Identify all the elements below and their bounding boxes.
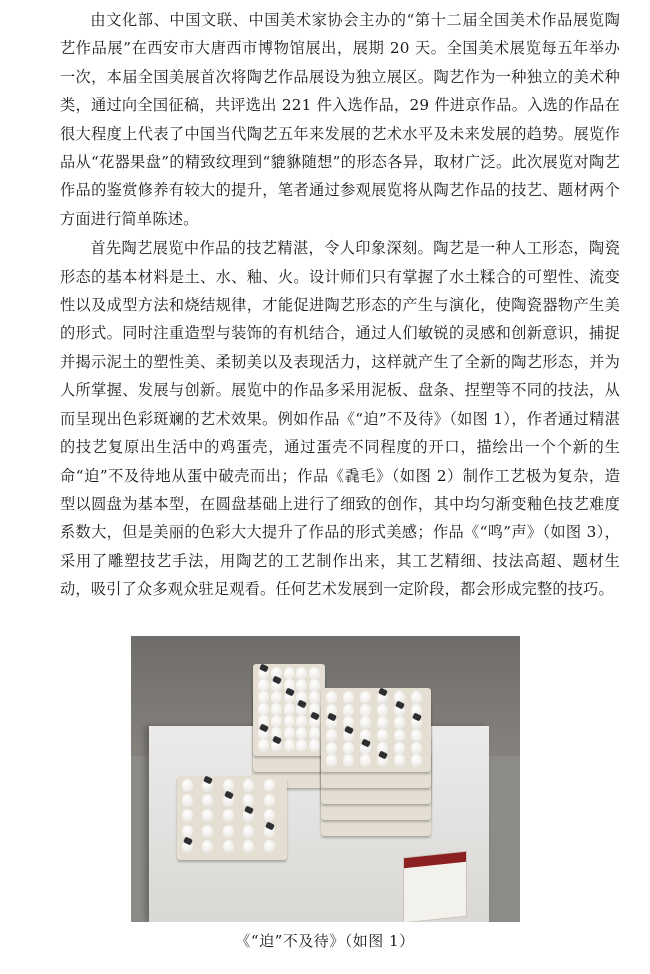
- ceramic-egg: [411, 742, 422, 755]
- ceramic-egg: [182, 825, 193, 838]
- ceramic-egg: [182, 794, 193, 807]
- article-body: [60, 6, 620, 604]
- ceramic-egg: [264, 840, 275, 853]
- ceramic-egg: [326, 754, 337, 767]
- ceramic-egg: [360, 754, 371, 767]
- ceramic-egg: [182, 779, 193, 792]
- ceramic-egg: [343, 691, 354, 704]
- ceramic-egg: [284, 739, 295, 752]
- exhibit-label-plaque: [403, 851, 467, 922]
- ceramic-egg: [258, 739, 269, 752]
- ceramic-egg: [343, 704, 354, 717]
- ceramic-egg: [326, 729, 337, 742]
- ceramic-egg: [223, 779, 234, 792]
- ceramic-egg: [182, 809, 193, 822]
- paragraph-technique: 首先陶艺展览中作品的技艺精湛，令人印象深刻。陶艺是一种人工形态，陶瓷形态的基本材料是土、水、釉、火。设计师们只有掌握了水土糅合的可塑性、流变性以及成型方法和烧结规律，才能促进陶艺形态的产生与演化，使陶瓷器物产生美的形式。同时注重造型与装饰的有机结合，通过人们敏锐的灵感和创新意识，捕捉并揭示泥土的塑性美、柔韧美以及表现活力，这样就产生了全新的陶艺形态，并为人所掌握、发展与创新。展览中的作品多采用泥板、盘条、捏塑等不同的技法，从而呈现出色彩斑斓的艺术效果。例如作品《“迫”不及待》（如图 1），作者通过精湛的技艺复原出生活中的鸡蛋壳，通过蛋壳不同程度的开口，描绘出一个个新的生命“迫”不及待地从蛋中破壳而出；作品《毳毛》（如图 2）制作工艺极为复杂，造型以圆盘为基本型，在圆盘基础上进行了细致的创作，其中均匀渐变釉色技艺难度系数大，但是美丽的色彩大大提升了作品的形式美感；作品《“鸣”声》（如图 3），采用了雕塑技艺手法，用陶艺的工艺制作出来，其工艺精细、技法高超、题材生动，吸引了众多观众驻足观看。任何艺术发展到一定阶段，都会形成完整的技巧。: [60, 239, 620, 599]
- ceramic-egg: [360, 704, 371, 717]
- ceramic-egg: [343, 754, 354, 767]
- ceramic-egg: [264, 809, 275, 822]
- ceramic-egg: [223, 840, 234, 853]
- ceramic-egg: [243, 794, 254, 807]
- ceramic-egg: [243, 825, 254, 838]
- ceramic-egg: [411, 691, 422, 704]
- ceramic-egg: [326, 742, 337, 755]
- ceramic-egg: [202, 825, 213, 838]
- ceramic-egg: [411, 754, 422, 767]
- figure-photo: [131, 636, 520, 922]
- ceramic-egg: [296, 739, 307, 752]
- ceramic-egg: [243, 840, 254, 853]
- ceramic-egg: [377, 716, 388, 729]
- ceramic-egg: [360, 716, 371, 729]
- ceramic-egg: [202, 840, 213, 853]
- ceramic-egg: [394, 742, 405, 755]
- figure-caption: 《“迫”不及待》（如图 1）: [235, 932, 415, 950]
- ceramic-egg: [411, 729, 422, 742]
- ceramic-egg: [223, 809, 234, 822]
- ceramic-egg: [309, 739, 320, 752]
- ceramic-egg: [326, 691, 337, 704]
- ceramic-egg: [223, 825, 234, 838]
- ceramic-egg: [343, 742, 354, 755]
- ceramic-egg: [394, 754, 405, 767]
- ceramic-egg: [377, 729, 388, 742]
- ceramic-egg: [394, 716, 405, 729]
- ceramic-egg: [264, 794, 275, 807]
- ceramic-egg: [243, 779, 254, 792]
- ceramic-egg: [264, 779, 275, 792]
- ceramic-egg: [360, 691, 371, 704]
- ceramic-egg: [377, 704, 388, 717]
- paragraph-intro: 由文化部、中国文联、中国美术家协会主办的“第十二届全国美术作品展览陶艺作品展”在西安市大唐西市博物馆展出，展期 20 天。全国美术展览每五年举办一次，本届全国美展首次将陶艺作品展设为独立展区。陶艺作为一种独立的美术种类，通过向全国征稿，共评选出 221 件入选作品，29 件进京作品。入选的作品在很大程度上代表了中国当代陶艺五年来发展的艺术水平及未来发展的趋势。展览作品从“花器果盘”的精致纹理到“貔貅随想”的形态各异，取材广泛。此次展览对陶艺作品的鉴赏修养有较大的提升，笔者通过参观展览将从陶艺作品的技艺、题材两个方面进行简单陈述。: [60, 11, 620, 228]
- ceramic-egg: [394, 729, 405, 742]
